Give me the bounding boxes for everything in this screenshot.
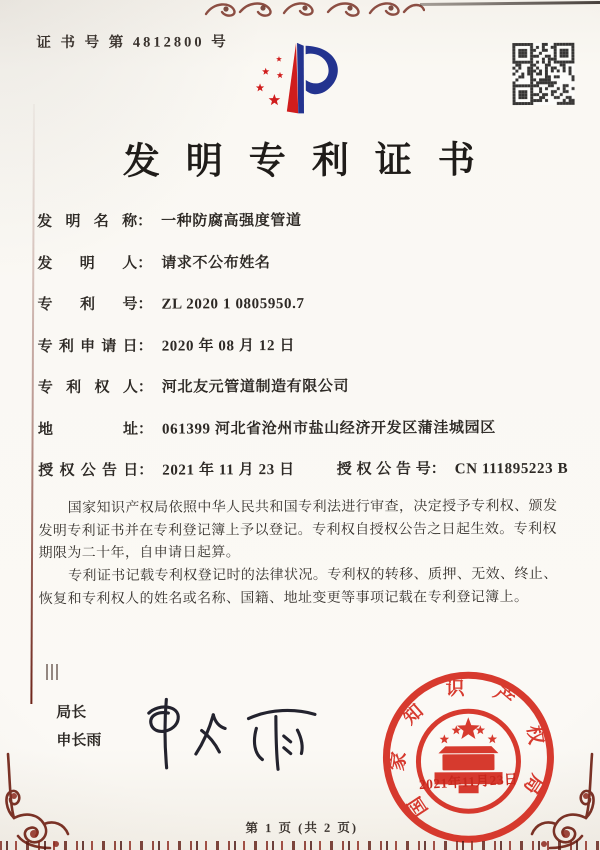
field-grant-number [337,457,569,479]
colon: ： [430,461,446,478]
field-value: ZL 2020 1 0805950.7 [161,295,305,313]
seal-agency-text: 国家知识产权局 [387,678,550,820]
colon: ： [137,255,153,272]
colon: ： [137,379,153,396]
certificate-title: 发明专利证书 [122,140,501,183]
colon: ： [137,421,154,438]
national-emblem-icon [418,711,518,811]
field-address [38,415,572,442]
field-value: 河北友元管道制造有限公司 [161,378,350,396]
colon: ： [138,462,154,479]
bottom-left-ornament [0,752,72,850]
field-label: 发明名称 [37,213,138,231]
page-number: 第 1 页 (共 2 页) [245,820,359,836]
legal-paragraph-1: 国家知识产权局依照中华人民共和国专利法进行审查，决定授予专利权、颁发发明专利证书并在专利登记簿上予以登记。专利权自授权公告之日起生效。专利权期限为二十年，自申请日起算。 [38,498,558,562]
certificate-number: 证 书 号 第 4812800 号 [36,34,229,52]
field-patent-number [37,291,571,318]
field-label: 发明人 [37,255,138,272]
bottom-edge-fringe [0,841,600,850]
field-filing-date [38,332,572,359]
field-label: 专利权人 [37,379,138,397]
field-value: 一种防腐高强度管道 [161,212,302,230]
field-list [37,208,572,484]
field-label: 专利申请日 [37,338,138,355]
field-label: 授权公告日 [38,462,139,480]
field-invention-title [37,208,571,235]
field-patentee [38,374,572,401]
field-label: 授权公告号 [336,461,431,478]
bottom-right-ornament [528,752,600,850]
signatory-name: 申长雨 [56,732,102,750]
field-label: 专利号 [37,296,138,314]
field-value: 请求不公布姓名 [161,254,271,272]
field-value: CN 111895223 B [454,460,569,478]
qr-code-icon [512,43,574,105]
legal-text [38,496,567,612]
colon: ： [137,296,153,313]
legal-paragraph-2: 专利证书记载专利权登记时的法律状况。专利权的转移、质押、无效、终止、恢复和专利权人的姓名或名称、国籍、地址变更等事项记载在专利登记簿上。 [38,566,558,607]
cnipa-logo-icon [248,40,353,121]
seal-date-text: 2021年11月23日 [418,771,519,793]
field-inventor [37,249,571,276]
colon: ： [137,338,153,355]
field-grant-date-and-number [38,457,572,484]
colon: ： [137,213,153,230]
field-value: 2021 年 11 月 23 日 [162,462,295,479]
field-value: 061399 河北省沧州市盐山经济开发区蒲洼城园区 [161,419,496,438]
signature-handwriting [129,686,344,782]
field-label: 地址 [37,421,139,438]
signatory-title: 局长 [56,704,87,722]
field-value: 2020 年 08 月 12 日 [161,337,296,355]
